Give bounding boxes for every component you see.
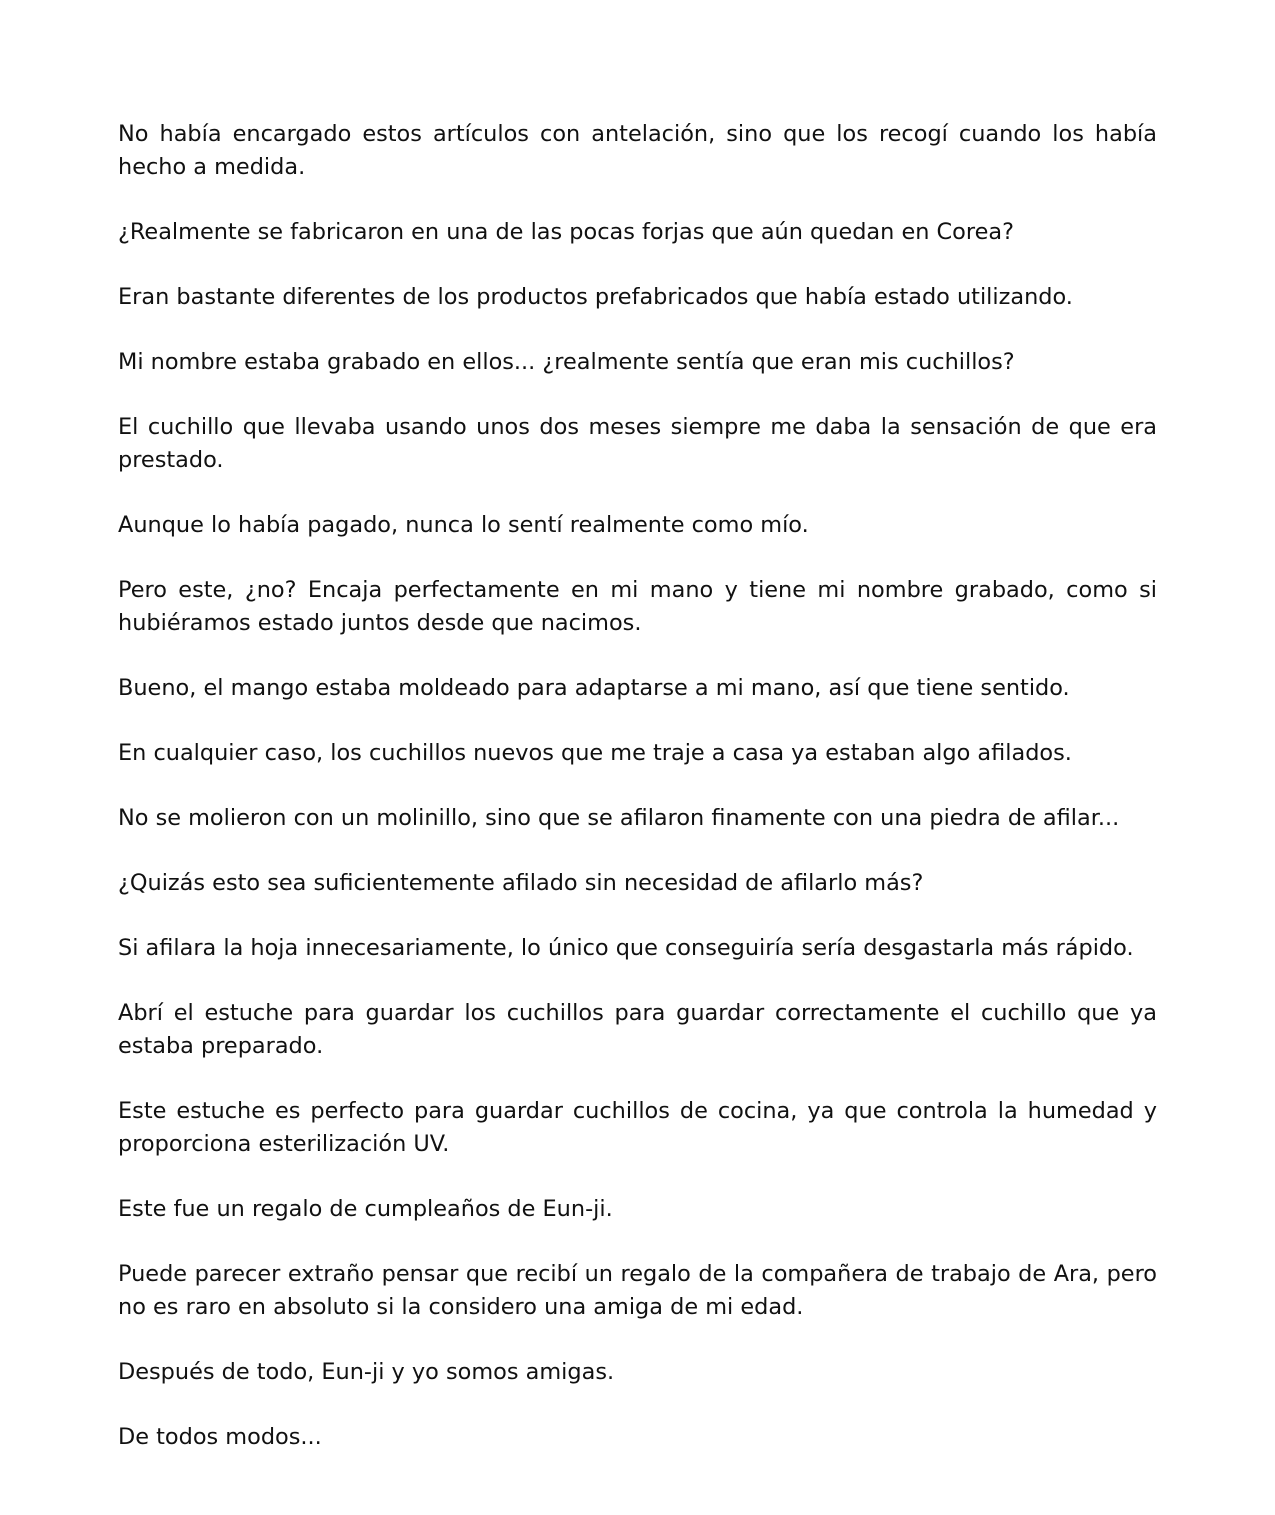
paragraph: Este estuche es perfecto para guardar cuchillos de cocina, ya que controla la humedad y proporciona esterilización UV. <box>118 1098 1157 1157</box>
paragraph: Bueno, el mango estaba moldeado para adaptarse a mi mano, así que tiene sentido. <box>118 675 1070 701</box>
paragraph: ¿Realmente se fabricaron en una de las pocas forjas que aún quedan en Corea? <box>118 219 1014 245</box>
paragraph: El cuchillo que llevaba usando unos dos meses siempre me daba la sensación de que era prestado. <box>118 414 1157 473</box>
paragraph: Mi nombre estaba grabado en ellos... ¿realmente sentía que eran mis cuchillos? <box>118 349 1015 375</box>
paragraph: Eran bastante diferentes de los productos prefabricados que había estado utilizando. <box>118 284 1073 310</box>
paragraph: ¿Quizás esto sea suficientemente afilado sin necesidad de afilarlo más? <box>118 870 924 896</box>
paragraph: Después de todo, Eun-ji y yo somos amigas. <box>118 1359 615 1385</box>
paragraph: Puede parecer extraño pensar que recibí un regalo de la compañera de trabajo de Ara, pero no es raro en absoluto si la considero una amiga de mi edad. <box>118 1261 1157 1320</box>
paragraph: No se molieron con un molinillo, sino que se afilaron finamente con una piedra de afilar... <box>118 805 1120 831</box>
paragraph: No había encargado estos artículos con antelación, sino que los recogí cuando los había hecho a medida. <box>118 121 1157 180</box>
paragraph: En cualquier caso, los cuchillos nuevos que me traje a casa ya estaban algo afilados. <box>118 740 1072 766</box>
paragraph: Si afilara la hoja innecesariamente, lo único que conseguiría sería desgastarla más rápido. <box>118 935 1134 961</box>
document-body <box>118 118 1157 1454</box>
paragraph: Aunque lo había pagado, nunca lo sentí realmente como mío. <box>118 512 809 538</box>
paragraph: Este fue un regalo de cumpleaños de Eun-ji. <box>118 1196 613 1222</box>
paragraph: De todos modos... <box>118 1424 322 1450</box>
paragraph: Pero este, ¿no? Encaja perfectamente en mi mano y tiene mi nombre grabado, como si hubiéramos estado juntos desde que nacimos. <box>118 577 1157 636</box>
paragraph: Abrí el estuche para guardar los cuchillos para guardar correctamente el cuchillo que ya estaba preparado. <box>118 1000 1157 1059</box>
